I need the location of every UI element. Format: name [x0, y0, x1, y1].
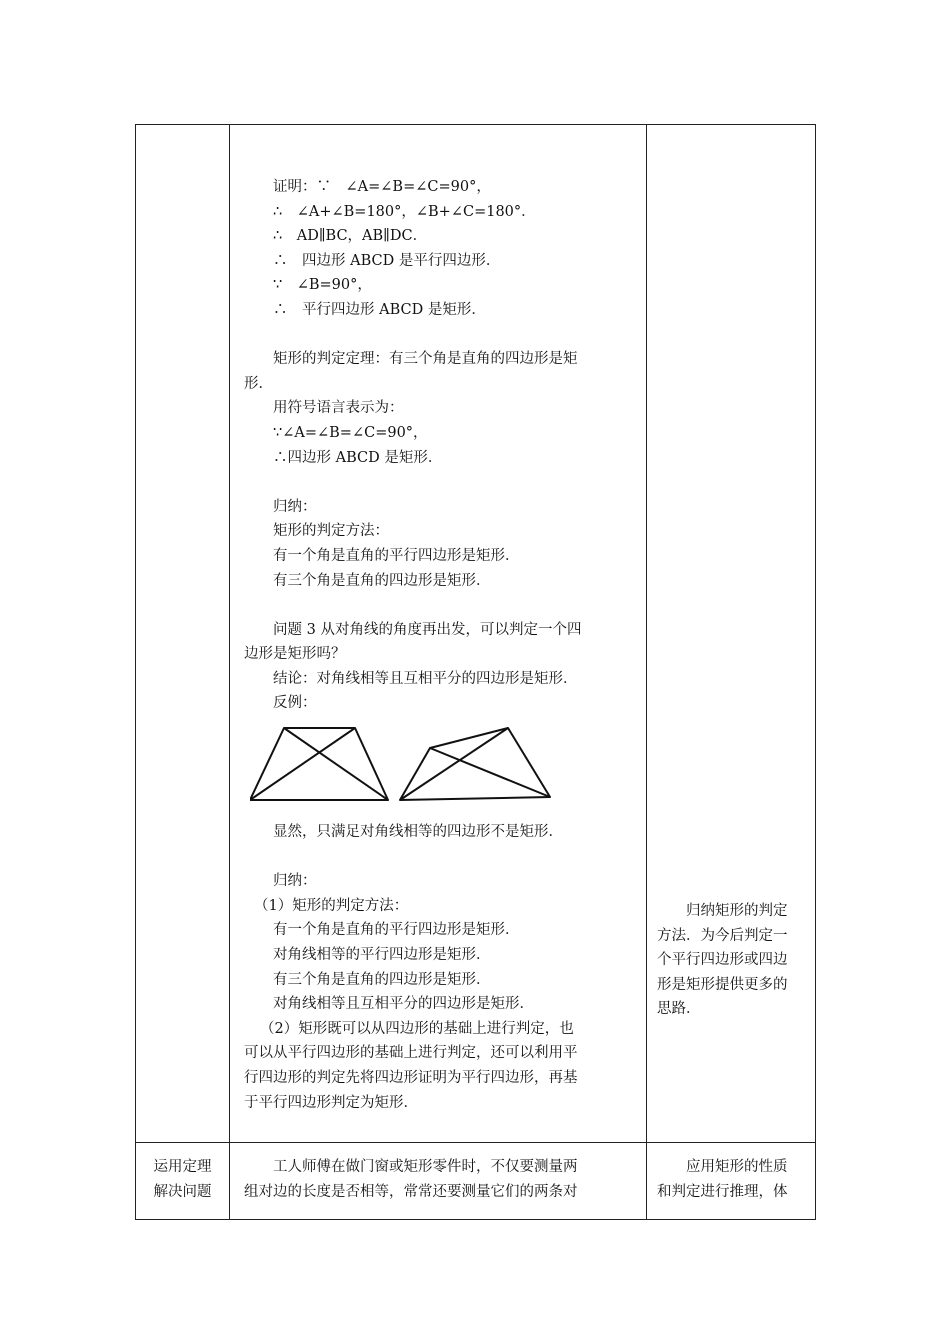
quadrilateral-diagonal-2: [400, 728, 508, 800]
trapezoid-diagonal-2: [250, 728, 355, 800]
note-line-1: 归纳矩形的判定: [686, 903, 788, 919]
summary1-line-1: 矩形的判定方法：: [273, 523, 389, 540]
main-content-cell: [244, 175, 644, 1115]
quadrilateral-diagonal-1: [430, 748, 550, 797]
question3-line-4: 反例：: [273, 695, 317, 712]
summary-block-2: [244, 869, 644, 1115]
proof-block: [244, 175, 644, 323]
summary2-sub-2-line-4: 于平行四边形判定为矩形．: [244, 1094, 418, 1111]
column-divider-2: [646, 125, 647, 1219]
row2-design-note: [657, 1155, 809, 1204]
summary2-method-4: 对角线相等且互相平分的四边形是矩形．: [273, 996, 534, 1013]
proof-line-4: ∴ 四边形 ABCD 是平行四边形．: [273, 252, 501, 269]
theorem-line-5: ∴四边形 ABCD 是矩形．: [273, 449, 443, 466]
note-line-5: 思路．: [657, 1001, 701, 1018]
lesson-table: [135, 124, 816, 1220]
note-line-3: 个平行四边形或四边: [657, 952, 788, 969]
question3-block: [244, 618, 644, 716]
note-line-2: 方法．为今后判定一: [657, 927, 788, 944]
conclusion-line: 显然，只满足对角线相等的四边形不是矩形．: [273, 824, 563, 841]
summary2-title: 归纳：: [273, 873, 317, 890]
summary2-sub-2-line-3: 行四边形的判定先将四边形证明为平行四边形，再基: [244, 1070, 578, 1086]
summary2-method-1: 有一个角是直角的平行四边形是矩形．: [273, 922, 520, 939]
summary1-line-3: 有三个角是直角的四边形是矩形．: [273, 572, 491, 589]
proof-line-1: 证明：∵ ∠A=∠B=∠C=90°，: [273, 179, 491, 195]
note-line-4: 形是矩形提供更多的: [657, 976, 788, 993]
summary-block-1: [244, 495, 644, 593]
summary2-sub-1: （1）矩形的判定方法：: [254, 897, 409, 914]
counterexample-figure: [250, 724, 570, 802]
row2-main-line-2: 组对边的长度是否相等，常常还要测量它们的两条对: [244, 1183, 578, 1200]
row2-main-line-1: 工人师傅在做门窗或矩形零件时，不仅要测量两: [273, 1159, 578, 1175]
design-intent-note: [657, 899, 809, 1022]
theorem-line-4: ∵∠A=∠B=∠C=90°，: [273, 424, 428, 441]
theorem-line-3: 用符号语言表示为：: [273, 400, 404, 417]
summary1-line-2: 有一个角是直角的平行四边形是矩形．: [273, 547, 520, 564]
proof-line-2: ∴ ∠A+∠B=180°，∠B+∠C=180°．: [273, 203, 536, 220]
theorem-line-2: 形．: [244, 375, 273, 392]
summary2-method-2: 对角线相等的平行四边形是矩形．: [273, 947, 491, 964]
kite-quadrilateral-shape: [400, 728, 550, 800]
theorem-line-1: 矩形的判定定理：有三个角是直角的四边形是矩: [273, 351, 578, 368]
summary2-method-3: 有三个角是直角的四边形是矩形．: [273, 971, 491, 988]
row-divider: [136, 1142, 815, 1143]
row2-note-line-1: 应用矩形的性质: [686, 1159, 788, 1175]
question3-line-1: 问题 3 从对角线的角度再出发，可以判定一个四: [273, 621, 582, 638]
proof-line-6: ∴ 平行四边形 ABCD 是矩形．: [273, 301, 486, 318]
question3-line-2: 边形是矩形吗？: [244, 646, 346, 663]
row2-main-content: [244, 1155, 644, 1204]
summary1-title: 归纳：: [273, 498, 317, 515]
proof-line-5: ∵ ∠B=90°，: [273, 277, 372, 294]
stage-label-line-2: 解决问题: [153, 1183, 212, 1200]
theorem-block: [244, 347, 644, 470]
isosceles-trapezoid-shape: [250, 728, 388, 800]
stage-label-line-1: 运用定理: [153, 1159, 212, 1175]
row2-note-line-2: 和判定进行推理，体: [657, 1183, 788, 1200]
row2-stage-label: [136, 1155, 229, 1204]
question3-line-3: 结论：对角线相等且互相平分的四边形是矩形．: [273, 670, 578, 687]
summary2-sub-2-line-1: （2）矩形既可以从四边形的基础上进行判定，也: [260, 1020, 574, 1037]
proof-line-3: ∴ AD∥BC，AB∥DC．: [273, 228, 428, 245]
column-divider-1: [229, 125, 230, 1219]
summary2-sub-2-line-2: 可以从平行四边形的基础上进行判定，还可以利用平: [244, 1045, 578, 1062]
